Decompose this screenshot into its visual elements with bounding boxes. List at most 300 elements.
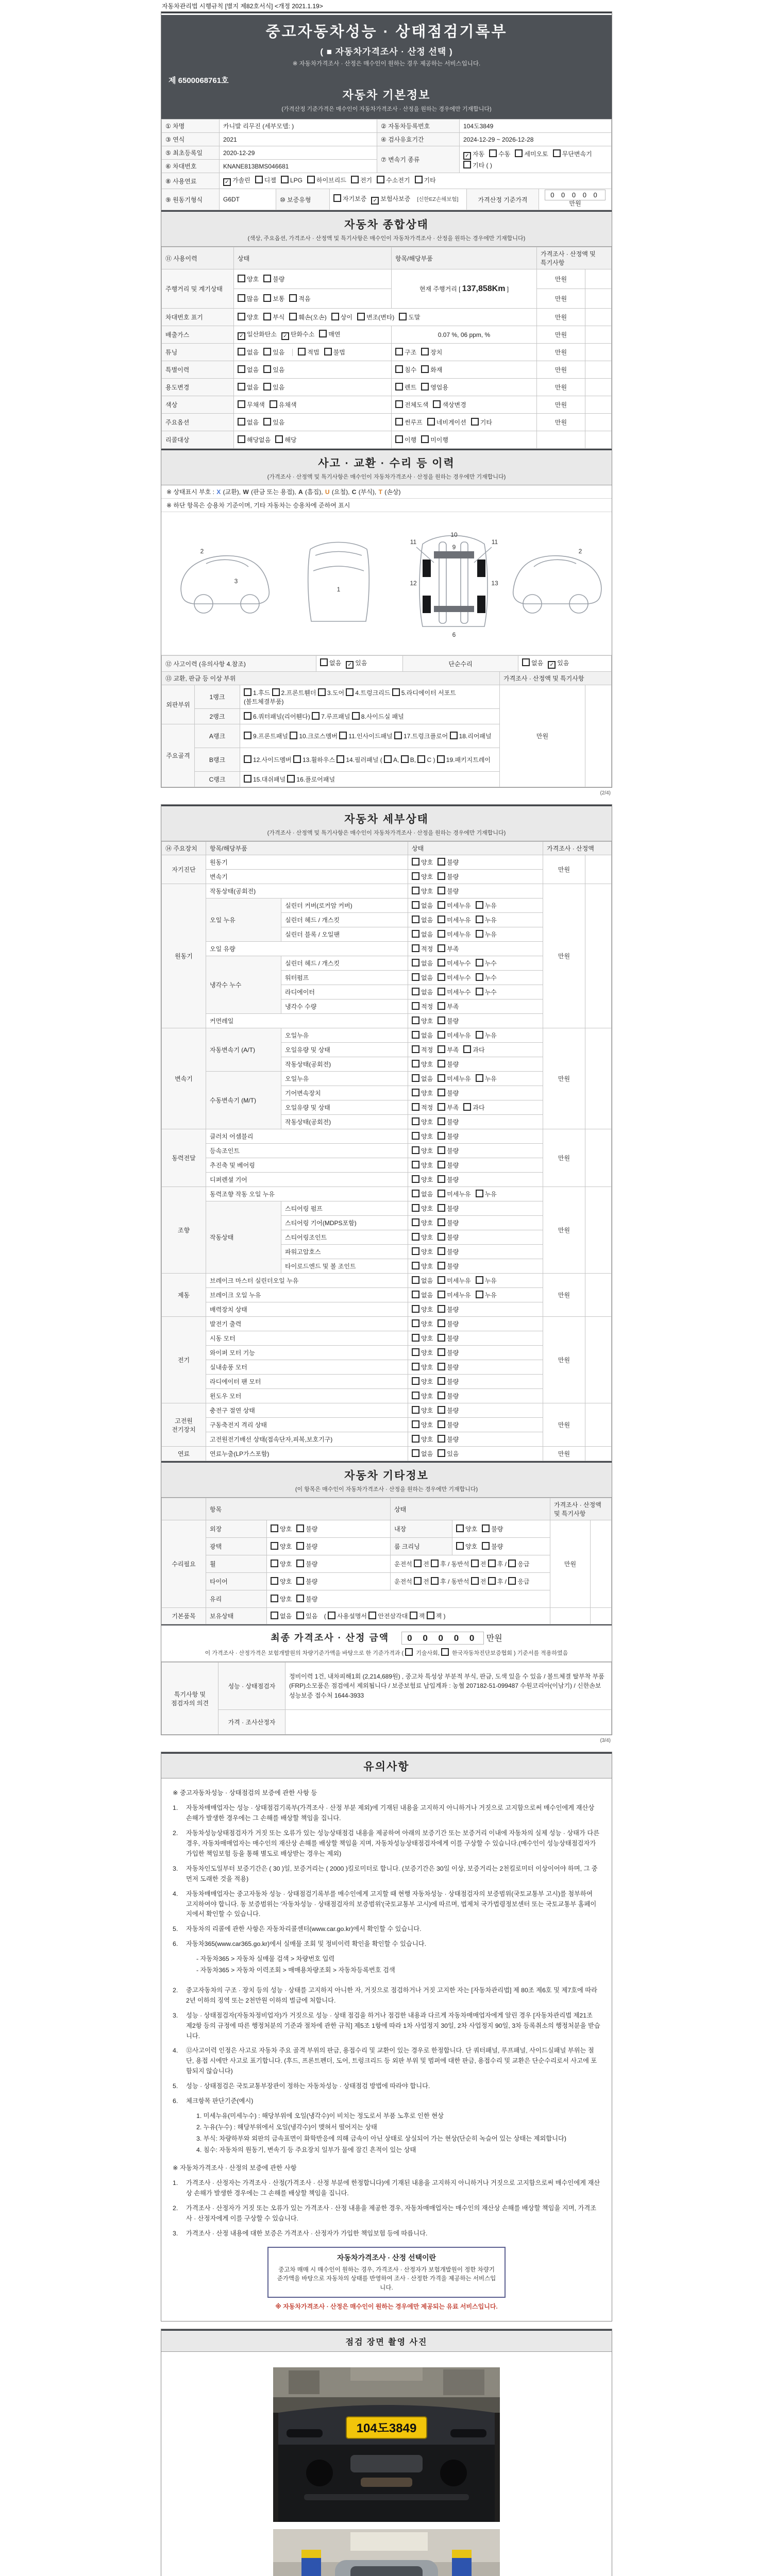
cell bbox=[408, 1432, 543, 1447]
checkbox[interactable] bbox=[433, 400, 441, 408]
checkbox[interactable] bbox=[244, 688, 251, 696]
checkbox[interactable] bbox=[438, 1161, 445, 1168]
checkbox[interactable] bbox=[412, 1348, 419, 1356]
checkbox-option: 있음 bbox=[263, 365, 284, 375]
checkbox[interactable] bbox=[421, 365, 429, 373]
checkbox[interactable] bbox=[412, 1276, 419, 1284]
checkbox[interactable] bbox=[438, 944, 445, 952]
checkbox[interactable] bbox=[412, 901, 419, 909]
checkbox[interactable] bbox=[412, 1392, 419, 1399]
checkbox[interactable]: ✓ bbox=[548, 661, 556, 669]
checkbox[interactable] bbox=[296, 1542, 304, 1550]
cell: 가격조사 · 산정액 및 특기사항 bbox=[500, 672, 612, 685]
checkbox[interactable] bbox=[412, 1319, 419, 1327]
cell bbox=[234, 379, 392, 396]
checkbox[interactable] bbox=[412, 1103, 419, 1111]
checkbox[interactable] bbox=[412, 1262, 419, 1269]
cell: 가격 · 조사산정자 bbox=[219, 1710, 285, 1735]
checkbox-option: 불량 bbox=[438, 1261, 459, 1271]
checkbox-option: 불량 bbox=[482, 1524, 503, 1534]
checkbox[interactable] bbox=[412, 1406, 419, 1414]
checkbox[interactable] bbox=[324, 348, 332, 355]
checkbox[interactable] bbox=[412, 988, 419, 995]
checkbox[interactable] bbox=[412, 872, 419, 880]
checkbox[interactable] bbox=[395, 418, 403, 426]
checkbox[interactable] bbox=[456, 1524, 464, 1532]
checkbox[interactable] bbox=[476, 973, 483, 981]
cell: 브레이크 오일 누유 bbox=[206, 1288, 408, 1302]
checkbox[interactable] bbox=[412, 959, 419, 967]
checkbox-option: 미세누유 bbox=[438, 1074, 470, 1083]
checkbox[interactable]: ✓ bbox=[463, 152, 471, 160]
checkbox[interactable] bbox=[437, 755, 445, 763]
checkbox[interactable] bbox=[412, 1247, 419, 1255]
checkbox[interactable] bbox=[476, 1291, 483, 1298]
checkbox[interactable] bbox=[244, 775, 251, 783]
base-price-digits: 0 0 0 0 0 bbox=[545, 190, 606, 200]
checkbox[interactable] bbox=[352, 712, 360, 720]
spacer bbox=[161, 2321, 612, 2329]
checkbox[interactable] bbox=[238, 383, 245, 391]
cell bbox=[234, 396, 392, 414]
checkbox[interactable] bbox=[438, 1146, 445, 1154]
checkbox[interactable] bbox=[522, 658, 530, 666]
checkbox[interactable] bbox=[394, 732, 402, 739]
checkbox[interactable] bbox=[312, 712, 320, 720]
cell bbox=[408, 1028, 543, 1043]
cell: 룸 크리닝 bbox=[391, 1538, 452, 1555]
checkbox-option: 양호 bbox=[412, 1218, 433, 1228]
checkbox[interactable] bbox=[395, 383, 403, 391]
checkbox[interactable] bbox=[438, 1117, 445, 1125]
checkbox[interactable] bbox=[412, 1363, 419, 1370]
checkbox-option: 있음 bbox=[263, 417, 284, 427]
cell: ⑩ 보증유형 bbox=[276, 189, 330, 210]
checkbox[interactable] bbox=[244, 712, 251, 720]
checkbox[interactable] bbox=[412, 1435, 419, 1443]
checkbox-option: 적정 bbox=[412, 1045, 433, 1055]
checkbox[interactable] bbox=[405, 1648, 413, 1656]
checkbox[interactable] bbox=[412, 973, 419, 981]
checkbox[interactable] bbox=[438, 1392, 445, 1399]
checkbox[interactable] bbox=[438, 1074, 445, 1082]
checkbox[interactable] bbox=[263, 418, 271, 426]
checkbox-option: 양호 bbox=[412, 1377, 433, 1386]
cell: 디퍼렌셜 기어 bbox=[206, 1173, 408, 1187]
checkbox[interactable] bbox=[431, 1560, 439, 1567]
checkbox[interactable] bbox=[412, 1233, 419, 1241]
cell: 오일 누유 bbox=[206, 899, 281, 942]
checkbox[interactable] bbox=[377, 176, 384, 183]
checkbox-option: 과다 bbox=[463, 1045, 484, 1055]
checkbox[interactable] bbox=[438, 1348, 445, 1356]
checkbox[interactable] bbox=[450, 732, 458, 739]
checkbox[interactable] bbox=[463, 1103, 471, 1111]
checkbox[interactable] bbox=[427, 1612, 434, 1619]
checkbox[interactable] bbox=[281, 176, 289, 183]
checkbox[interactable] bbox=[271, 1542, 278, 1550]
cell bbox=[408, 1447, 543, 1461]
cell: 외장 bbox=[206, 1520, 267, 1538]
comprehensive-note: (색상, 주요옵션, 가격조사 · 산정액 및 특기사항은 매수인이 자동차가격조사 · 산정을 원하는 경우에만 기재합니다) bbox=[247, 235, 526, 242]
cell: 만원 bbox=[543, 1187, 585, 1274]
checkbox-option: 미세누유 bbox=[438, 915, 470, 925]
checkbox[interactable] bbox=[412, 1002, 419, 1010]
checkbox[interactable] bbox=[271, 1524, 278, 1532]
checkbox[interactable] bbox=[463, 1045, 471, 1053]
checkbox[interactable] bbox=[412, 1132, 419, 1140]
checkbox[interactable] bbox=[395, 400, 403, 408]
checkbox[interactable] bbox=[438, 1175, 445, 1183]
checkbox[interactable] bbox=[351, 176, 359, 183]
checkbox[interactable] bbox=[438, 1377, 445, 1385]
cell bbox=[234, 289, 392, 309]
checkbox[interactable] bbox=[476, 916, 483, 923]
checkbox[interactable] bbox=[263, 365, 271, 373]
notice-subitem: 3. 부식: 차량하부와 외판의 금속표면이 화학반응에 의해 금속이 아닌 상태로 상실되어 가는 현상(단순히 녹슬어 있는 상태는 제외합니다) bbox=[196, 2134, 566, 2142]
checkbox[interactable] bbox=[438, 1420, 445, 1428]
checkbox[interactable] bbox=[414, 1577, 422, 1585]
checkbox[interactable] bbox=[438, 1002, 445, 1010]
checkbox-option: 없음 bbox=[412, 915, 433, 925]
basic-info-title: 자동차 기본정보 bbox=[342, 89, 431, 101]
checkbox[interactable] bbox=[319, 330, 327, 337]
cell bbox=[408, 1375, 543, 1389]
checkbox[interactable] bbox=[488, 1577, 496, 1585]
checkbox[interactable] bbox=[412, 1377, 419, 1385]
checkbox[interactable] bbox=[438, 1319, 445, 1327]
checkbox[interactable] bbox=[476, 988, 483, 995]
checkbox[interactable] bbox=[263, 294, 271, 302]
checkbox[interactable] bbox=[438, 1190, 445, 1197]
checkbox[interactable] bbox=[412, 1334, 419, 1342]
checkbox[interactable] bbox=[508, 1577, 516, 1585]
checkbox[interactable] bbox=[415, 176, 423, 183]
checkbox[interactable] bbox=[441, 1648, 449, 1656]
checkbox[interactable] bbox=[438, 973, 445, 981]
checkbox[interactable] bbox=[438, 887, 445, 894]
cell bbox=[234, 414, 392, 431]
checkbox[interactable] bbox=[263, 313, 271, 320]
checkbox[interactable] bbox=[412, 1449, 419, 1457]
checkbox[interactable] bbox=[238, 348, 245, 355]
checkbox[interactable] bbox=[271, 1560, 278, 1567]
checkbox[interactable] bbox=[508, 1560, 516, 1567]
checkbox[interactable] bbox=[238, 275, 245, 282]
checkbox[interactable] bbox=[238, 418, 245, 426]
cell bbox=[162, 1498, 206, 1520]
checkbox-option: 없음 bbox=[320, 658, 341, 668]
checkbox[interactable] bbox=[438, 1089, 445, 1096]
checkbox[interactable] bbox=[438, 930, 445, 938]
checkbox[interactable] bbox=[412, 1031, 419, 1039]
checkbox[interactable] bbox=[238, 435, 245, 443]
checkbox[interactable] bbox=[438, 1204, 445, 1212]
checkbox-option: 누유 bbox=[476, 915, 497, 925]
cell bbox=[408, 1317, 543, 1331]
checkbox[interactable] bbox=[488, 1560, 496, 1567]
checkbox[interactable] bbox=[412, 916, 419, 923]
checkbox[interactable] bbox=[289, 313, 297, 320]
checkbox[interactable] bbox=[476, 901, 483, 909]
cell: 만원 bbox=[543, 1317, 585, 1403]
checkbox[interactable] bbox=[244, 755, 251, 763]
checkbox[interactable] bbox=[438, 1218, 445, 1226]
checkbox[interactable] bbox=[438, 1016, 445, 1024]
checkbox[interactable] bbox=[271, 1595, 278, 1602]
checkbox[interactable] bbox=[318, 688, 326, 696]
checkbox[interactable] bbox=[272, 688, 280, 696]
checkbox[interactable] bbox=[339, 732, 347, 739]
checkbox[interactable] bbox=[384, 755, 392, 763]
checkbox[interactable] bbox=[438, 901, 445, 909]
checkbox[interactable] bbox=[255, 176, 263, 183]
cell: 특별이력 bbox=[162, 361, 234, 379]
checkbox[interactable] bbox=[412, 1175, 419, 1183]
checkbox[interactable] bbox=[438, 858, 445, 866]
checkbox[interactable] bbox=[438, 1247, 445, 1255]
opinion-text bbox=[285, 1710, 612, 1735]
notice-item: 3. 가격조사 · 산정 내용에 대한 보증은 가격조사 · 산정자가 가입한 책임보험 등에 따릅니다. bbox=[173, 2229, 428, 2237]
cell: 가격산정 기준가격 bbox=[467, 189, 539, 210]
checkbox-option: 누유 bbox=[476, 1189, 497, 1199]
checkbox[interactable] bbox=[412, 1060, 419, 1067]
checkbox[interactable] bbox=[412, 1420, 419, 1428]
checkbox[interactable] bbox=[307, 176, 315, 183]
notice-item: 6. 자동차365(www.car365.go.kr)에서 실매물 조회 및 정비이력 확인을 확인할 수 있습니다. bbox=[173, 1940, 427, 1948]
checkbox[interactable] bbox=[412, 1204, 419, 1212]
checkbox[interactable] bbox=[290, 732, 297, 739]
checkbox[interactable] bbox=[412, 1190, 419, 1197]
checkbox[interactable]: ✓ bbox=[223, 178, 231, 186]
cell: 실내송풍 모터 bbox=[206, 1360, 408, 1375]
cell: 원동기 bbox=[162, 884, 206, 1028]
checkbox[interactable] bbox=[289, 294, 297, 302]
checkbox-option: 양호 bbox=[456, 1541, 477, 1551]
checkbox[interactable] bbox=[438, 1060, 445, 1067]
checkbox[interactable] bbox=[270, 400, 277, 408]
cell bbox=[234, 309, 537, 326]
checkbox[interactable] bbox=[476, 1190, 483, 1197]
checkbox-option: 화재 bbox=[421, 365, 442, 375]
checkbox[interactable] bbox=[275, 435, 283, 443]
other-info-table bbox=[161, 1498, 612, 1624]
checkbox[interactable] bbox=[476, 1074, 483, 1082]
checkbox[interactable] bbox=[471, 1577, 479, 1585]
checkbox[interactable]: ✓ bbox=[281, 332, 289, 340]
checkbox[interactable] bbox=[421, 383, 429, 391]
cell bbox=[267, 1538, 391, 1555]
checkbox-option: 해당 bbox=[275, 435, 296, 445]
checkbox[interactable] bbox=[438, 1449, 445, 1457]
notice-subitem: - 자동차365 > 자동차 이력조회 > 매매용차량조회 > 자동차등록번호 검색 bbox=[196, 1967, 395, 1974]
cell: 내장 bbox=[391, 1520, 452, 1538]
checkbox[interactable]: ✓ bbox=[238, 332, 245, 340]
checkbox[interactable] bbox=[337, 755, 344, 763]
checkbox[interactable] bbox=[438, 1435, 445, 1443]
checkbox[interactable] bbox=[417, 755, 425, 763]
checkbox[interactable] bbox=[412, 930, 419, 938]
checkbox[interactable] bbox=[427, 418, 435, 426]
checkbox[interactable] bbox=[438, 1305, 445, 1313]
checkbox[interactable] bbox=[333, 194, 341, 202]
license-plate-text: 104도3849 bbox=[356, 2421, 417, 2436]
checkbox[interactable] bbox=[296, 1560, 304, 1567]
checkbox[interactable] bbox=[438, 1291, 445, 1298]
checkbox[interactable] bbox=[296, 1612, 304, 1619]
diagram-number: 2 bbox=[578, 548, 582, 555]
cell bbox=[408, 1072, 543, 1086]
checkbox[interactable] bbox=[476, 1276, 483, 1284]
checkbox-option: 양호 bbox=[412, 1362, 433, 1372]
checkbox[interactable] bbox=[414, 1560, 422, 1567]
checkbox[interactable] bbox=[263, 348, 271, 355]
checkbox[interactable] bbox=[412, 1117, 419, 1125]
checkbox[interactable] bbox=[438, 1233, 445, 1241]
checkbox-option: 도말 bbox=[399, 312, 420, 322]
checkbox[interactable] bbox=[287, 775, 295, 783]
cell: ⑥ 차대번호 bbox=[162, 160, 220, 173]
checkbox[interactable] bbox=[438, 1031, 445, 1039]
checkbox[interactable] bbox=[401, 755, 409, 763]
checkbox[interactable] bbox=[438, 872, 445, 880]
checkbox[interactable] bbox=[438, 959, 445, 967]
checkbox[interactable] bbox=[412, 858, 419, 866]
checkbox-option: 양호 bbox=[412, 1117, 433, 1127]
final-price-value: 0 0 0 0 0 만원 bbox=[401, 1634, 502, 1643]
cell: 오일누유 bbox=[281, 1072, 408, 1086]
checkbox[interactable] bbox=[476, 930, 483, 938]
cell: 현재 주행거리 [ 137,858Km ] bbox=[392, 269, 537, 309]
checkbox[interactable] bbox=[421, 435, 429, 443]
checkbox[interactable] bbox=[412, 1291, 419, 1298]
checkbox[interactable] bbox=[438, 1363, 445, 1370]
checkbox-option: 없음 bbox=[412, 1030, 433, 1040]
checkbox[interactable] bbox=[438, 1132, 445, 1140]
checkbox[interactable] bbox=[438, 1334, 445, 1342]
checkbox[interactable] bbox=[482, 1542, 490, 1550]
checkbox[interactable]: ✓ bbox=[346, 661, 354, 669]
checkbox[interactable] bbox=[438, 1103, 445, 1111]
checkbox[interactable] bbox=[463, 161, 471, 168]
checkbox[interactable] bbox=[238, 365, 245, 373]
checkbox[interactable] bbox=[238, 400, 245, 408]
checkbox-option: 불량 bbox=[438, 1088, 459, 1098]
checkbox[interactable] bbox=[412, 1218, 419, 1226]
checkbox[interactable] bbox=[412, 944, 419, 952]
checkbox[interactable] bbox=[476, 1031, 483, 1039]
cell: 외판부위 bbox=[162, 685, 195, 724]
checkbox[interactable] bbox=[553, 149, 561, 157]
cell: 배출가스 bbox=[162, 326, 234, 344]
cell: 6.쿼터패널(리어휀다) 7.루프패널 8.사이드실 패널 bbox=[240, 709, 500, 724]
cell bbox=[408, 927, 543, 942]
checkbox[interactable] bbox=[368, 1612, 376, 1619]
checkbox[interactable] bbox=[296, 1524, 304, 1532]
checkbox[interactable] bbox=[410, 1612, 417, 1619]
checkbox[interactable] bbox=[471, 1560, 479, 1567]
checkbox[interactable] bbox=[431, 1577, 439, 1585]
cell bbox=[408, 1144, 543, 1158]
checkbox[interactable] bbox=[412, 1161, 419, 1168]
checkbox[interactable] bbox=[438, 916, 445, 923]
checkbox[interactable] bbox=[395, 365, 403, 373]
checkbox[interactable] bbox=[412, 1305, 419, 1313]
checkbox[interactable] bbox=[271, 1612, 278, 1619]
checkbox[interactable] bbox=[296, 1595, 304, 1602]
checkbox[interactable] bbox=[412, 1045, 419, 1053]
checkbox[interactable] bbox=[515, 149, 523, 157]
cell bbox=[408, 1259, 543, 1274]
checkbox[interactable]: ✓ bbox=[371, 197, 379, 205]
checkbox[interactable] bbox=[482, 1524, 490, 1532]
cell bbox=[591, 1608, 612, 1624]
checkbox[interactable] bbox=[489, 149, 497, 157]
checkbox[interactable] bbox=[395, 348, 403, 355]
cell bbox=[408, 1201, 543, 1216]
checkbox[interactable] bbox=[438, 1406, 445, 1414]
checkbox[interactable] bbox=[293, 755, 301, 763]
checkbox-option: 매연 bbox=[319, 329, 340, 339]
checkbox[interactable] bbox=[357, 313, 365, 320]
comprehensive-band bbox=[161, 210, 612, 247]
cell: 상태 bbox=[408, 842, 543, 855]
checkbox[interactable] bbox=[395, 435, 403, 443]
cell bbox=[234, 326, 392, 344]
checkbox[interactable] bbox=[412, 1089, 419, 1096]
checkbox[interactable] bbox=[263, 275, 271, 282]
checkbox[interactable] bbox=[412, 887, 419, 894]
checkbox[interactable] bbox=[471, 418, 479, 426]
checkbox[interactable] bbox=[263, 383, 271, 391]
checkbox[interactable] bbox=[438, 1276, 445, 1284]
checkbox[interactable] bbox=[421, 348, 429, 355]
checkbox[interactable] bbox=[412, 1016, 419, 1024]
checkbox[interactable] bbox=[238, 313, 245, 320]
checkbox[interactable] bbox=[271, 1577, 278, 1585]
checkbox[interactable] bbox=[399, 313, 407, 320]
checkbox[interactable] bbox=[412, 1074, 419, 1082]
checkbox[interactable] bbox=[392, 688, 400, 696]
other-title: 자동차 기타정보 bbox=[344, 1470, 429, 1482]
cell bbox=[585, 414, 612, 431]
checkbox[interactable] bbox=[328, 1612, 335, 1619]
checkbox[interactable] bbox=[456, 1542, 464, 1550]
checkbox[interactable] bbox=[296, 1577, 304, 1585]
checkbox[interactable] bbox=[244, 732, 251, 739]
checkbox[interactable] bbox=[438, 1262, 445, 1269]
checkbox-option: ✓ 가솔린 bbox=[223, 175, 250, 187]
checkbox[interactable] bbox=[346, 688, 354, 696]
other-band bbox=[161, 1461, 612, 1498]
checkbox[interactable] bbox=[476, 959, 483, 967]
cell: 타이로드엔드 및 볼 조인트 bbox=[281, 1259, 408, 1274]
cell bbox=[408, 913, 543, 927]
checkbox-option: 썬루프 bbox=[395, 417, 423, 427]
checkbox-option: 없음 bbox=[271, 1611, 292, 1621]
checkbox[interactable] bbox=[320, 658, 328, 666]
cell: 차대번호 표기 bbox=[162, 309, 234, 326]
checkbox-option: 적정 bbox=[412, 1103, 433, 1112]
cell: 2랭크 bbox=[195, 709, 240, 724]
checkbox[interactable] bbox=[238, 294, 245, 302]
diagram-number: 9 bbox=[452, 544, 456, 551]
checkbox[interactable] bbox=[331, 313, 339, 320]
checkbox[interactable] bbox=[438, 988, 445, 995]
checkbox[interactable] bbox=[412, 1146, 419, 1154]
checkbox[interactable] bbox=[438, 1045, 445, 1053]
checkbox[interactable] bbox=[298, 348, 306, 355]
